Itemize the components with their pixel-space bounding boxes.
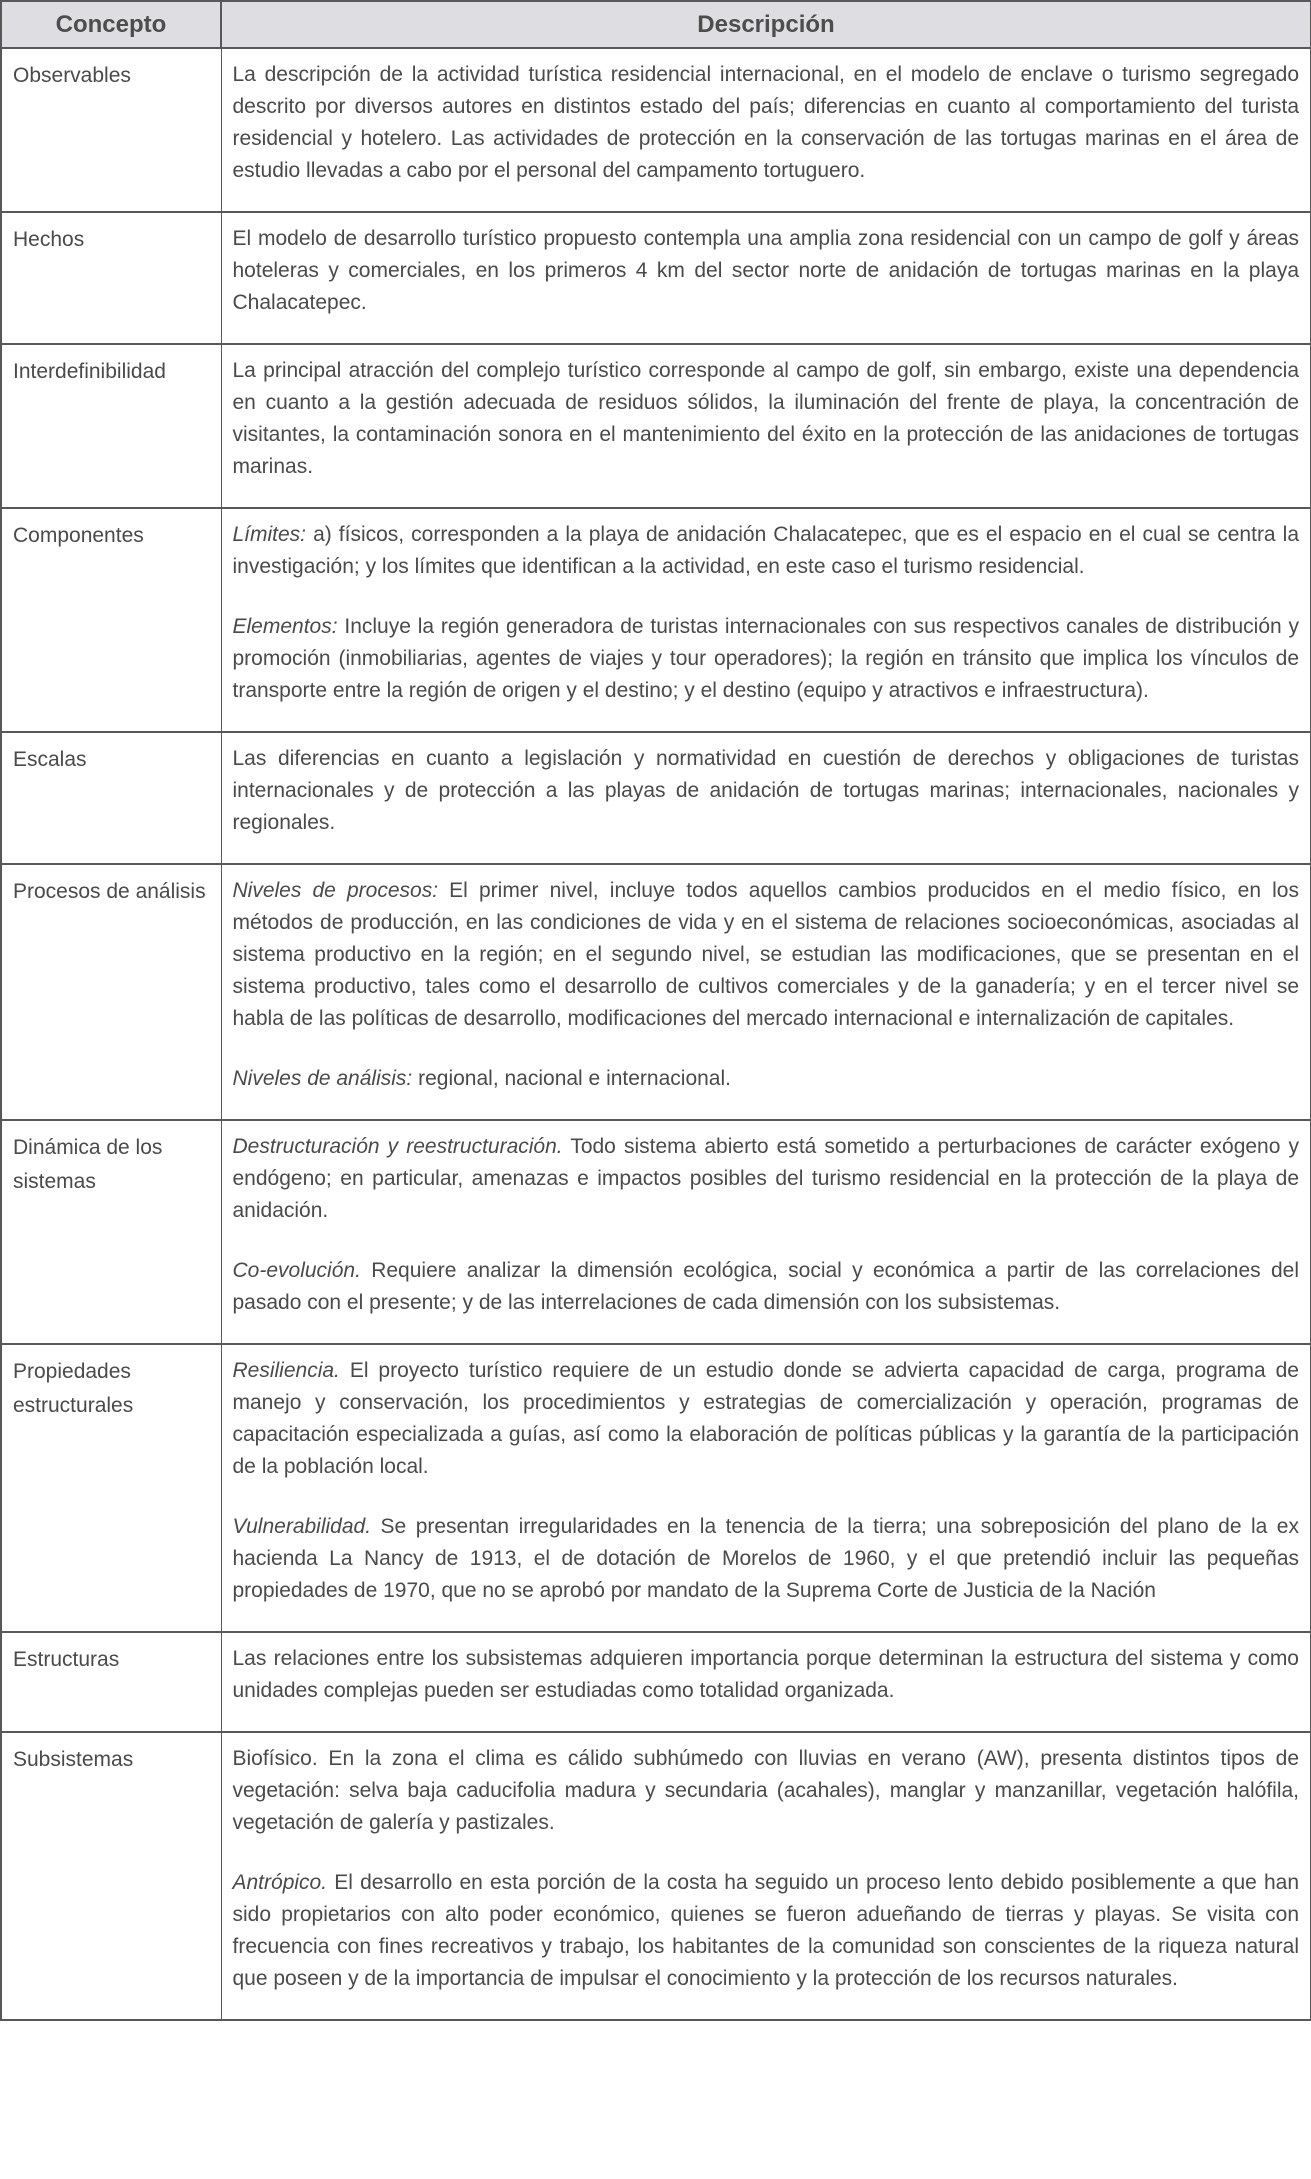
description-cell: [221, 48, 1311, 212]
table-row: [1, 1632, 1311, 1732]
description-paragraph: [233, 1867, 1300, 1995]
table-row: [1, 864, 1311, 1120]
paragraph-text: Las diferencias en cuanto a legislación y normatividad en cuestión de derechos y obligaciones de turistas internacionales y de protección a las playas de anidación de tortugas marinas; internacionales, nacionales y regionales.: [232, 747, 1299, 834]
header-row: [1, 1, 1311, 48]
table-row: [1, 508, 1311, 732]
paragraph-label: Límites:: [232, 523, 307, 546]
table-row: [1, 1120, 1311, 1344]
paragraph-text: Las relaciones entre los subsistemas adquieren importancia porque determinan la estructura del sistema y como unidades complejas pueden ser estudiadas como totalidad organizada.: [232, 1647, 1299, 1702]
paragraph-text: Se presentan irregularidades en la tenencia de la tierra; una sobreposición del plano de la ex hacienda La Nancy de 1913, el de dotación de Morelos de 1960, y el que pretendió incluir las pequeñas propiedades de 1970, que no se aprobó por mandato de la Suprema Corte de Justicia de la Nación: [232, 1515, 1299, 1602]
paragraph-text: El proyecto turístico requiere de un estudio donde se advierta capacidad de carga, programa de manejo y conservación, los procedimientos y estrategias de comercialización y operación, programas de capacitación especializada a guías, así como la elaboración de políticas públicas y la garantía de la participación de la población local.: [232, 1359, 1299, 1478]
concept-cell: Escalas: [1, 732, 221, 864]
description-paragraph: [233, 743, 1300, 839]
description-cell: [221, 1120, 1311, 1344]
description-paragraph: [233, 355, 1300, 483]
description-paragraph: [233, 611, 1300, 707]
description-paragraph: [233, 1355, 1300, 1483]
concept-cell: Subsistemas: [1, 1732, 221, 2020]
concept-cell: Hechos: [1, 212, 221, 344]
description-paragraph: [233, 1063, 1300, 1095]
description-paragraph: [233, 1643, 1300, 1707]
paragraph-label: Niveles de procesos:: [232, 879, 439, 902]
paragraph-text: El primer nivel, incluye todos aquellos cambios producidos en el medio físico, en los métodos de producción, en las condiciones de vida y en el sistema de relaciones socioeconómicas, asociadas al sistema productivo en la región; en el segundo nivel, se estudian las modificaciones, que se presentan en el sistema productivo, tales como el desarrollo de cultivos comerciales y de la ganadería; y en el tercer nivel se habla de las políticas de desarrollo, modificaciones del mercado internacional e internalización de capitales.: [232, 879, 1299, 1030]
table-row: [1, 732, 1311, 864]
concept-cell: Estructuras: [1, 1632, 221, 1732]
table-row: [1, 1732, 1311, 2020]
description-paragraph: [233, 1511, 1300, 1607]
table-row: [1, 48, 1311, 212]
paragraph-label: Destructuración y reestructuración.: [232, 1135, 563, 1158]
table-body: [1, 48, 1311, 2020]
paragraph-text: regional, nacional e internacional.: [412, 1067, 731, 1090]
description-paragraph: [233, 1743, 1300, 1839]
table-row: [1, 344, 1311, 508]
description-paragraph: [233, 223, 1300, 319]
table-row: [1, 212, 1311, 344]
description-paragraph: [233, 59, 1300, 187]
paragraph-text: a) físicos, corresponden a la playa de anidación Chalacatepec, que es el espacio en el cual se centra la investigación; y los límites que identifican a la actividad, en este caso el turismo residencial.: [232, 523, 1299, 578]
paragraph-label: Antrópico.: [232, 1871, 328, 1894]
paragraph-text: El desarrollo en esta porción de la costa ha seguido un proceso lento debido posiblemente a que han sido propietarios con alto poder económico, quienes se fueron adueñando de tierras y playas. Se visita con frecuencia con fines recreativos y trabajo, los habitantes de la comunidad son conscientes de la riqueza natural que poseen y de la importancia de impulsar el conocimiento y la protección de los recursos naturales.: [232, 1871, 1299, 1990]
description-cell: [221, 1632, 1311, 1732]
paragraph-text: Todo sistema abierto está sometido a perturbaciones de carácter exógeno y endógeno; en particular, amenazas e impactos posibles del turismo residencial en la protección de la playa de anidación.: [232, 1135, 1299, 1222]
paragraph-text: Requiere analizar la dimensión ecológica, social y económica a partir de las correlaciones del pasado con el presente; y de las interrelaciones de cada dimensión con los subsistemas.: [232, 1259, 1299, 1314]
concept-cell: Dinámica de los sistemas: [1, 1120, 221, 1344]
description-cell: [221, 508, 1311, 732]
table-row: [1, 1344, 1311, 1632]
paragraph-label: Vulnerabilidad.: [232, 1515, 372, 1538]
description-cell: [221, 344, 1311, 508]
description-paragraph: [233, 519, 1300, 583]
description-cell: [221, 212, 1311, 344]
description-cell: [221, 1732, 1311, 2020]
description-paragraph: [233, 875, 1300, 1035]
paragraph-text: El modelo de desarrollo turístico propuesto contempla una amplia zona residencial con un campo de golf y áreas hoteleras y comerciales, en los primeros 4 km del sector norte de anidación de tortugas marinas en la playa Chalacatepec.: [232, 227, 1299, 314]
description-paragraph: [233, 1255, 1300, 1319]
paragraph-label: Co-evolución.: [232, 1259, 361, 1282]
paragraph-label: Niveles de análisis:: [232, 1067, 413, 1090]
paragraph-text: Incluye la región generadora de turistas internacionales con sus respectivos canales de distribución y promoción (inmobiliarias, agentes de viajes y tour operadores); la región en tránsito que implica los vínculos de transporte entre la región de origen y el destino; y el destino (equipo y atractivos e infraestructura).: [232, 615, 1299, 702]
paragraph-text: Biofísico. En la zona el clima es cálido subhúmedo con lluvias en verano (AW), presenta distintos tipos de vegetación: selva baja caducifolia madura y secundaria (acahales), manglar y manzanillar, vegetación halófila, vegetación de galería y pastizales.: [232, 1747, 1299, 1834]
paragraph-label: Resiliencia.: [232, 1359, 340, 1382]
paragraph-text: La principal atracción del complejo turístico corresponde al campo de golf, sin embargo, existe una dependencia en cuanto a la gestión adecuada de residuos sólidos, la iluminación del frente de playa, la concentración de visitantes, la contaminación sonora en el mantenimiento del éxito en la protección de las anidaciones de tortugas marinas.: [232, 359, 1299, 478]
concept-cell: Procesos de análisis: [1, 864, 221, 1120]
concept-cell: Propiedades estructurales: [1, 1344, 221, 1632]
header-description: Descripción: [221, 1, 1311, 48]
description-cell: [221, 864, 1311, 1120]
description-paragraph: [233, 1131, 1300, 1227]
concept-cell: Observables: [1, 48, 221, 212]
description-cell: [221, 732, 1311, 864]
header-concept: Concepto: [1, 1, 221, 48]
paragraph-label: Elementos:: [232, 615, 338, 638]
paragraph-text: La descripción de la actividad turística residencial internacional, en el modelo de enclave o turismo segregado descrito por diversos autores en distintos estado del país; diferencias en cuanto al comportamiento del turista residencial y hotelero. Las actividades de protección en la conservación de las tortugas marinas en el área de estudio llevadas a cabo por el personal del campamento tortuguero.: [232, 63, 1299, 182]
concept-cell: Componentes: [1, 508, 221, 732]
description-cell: [221, 1344, 1311, 1632]
concept-cell: Interdefinibilidad: [1, 344, 221, 508]
